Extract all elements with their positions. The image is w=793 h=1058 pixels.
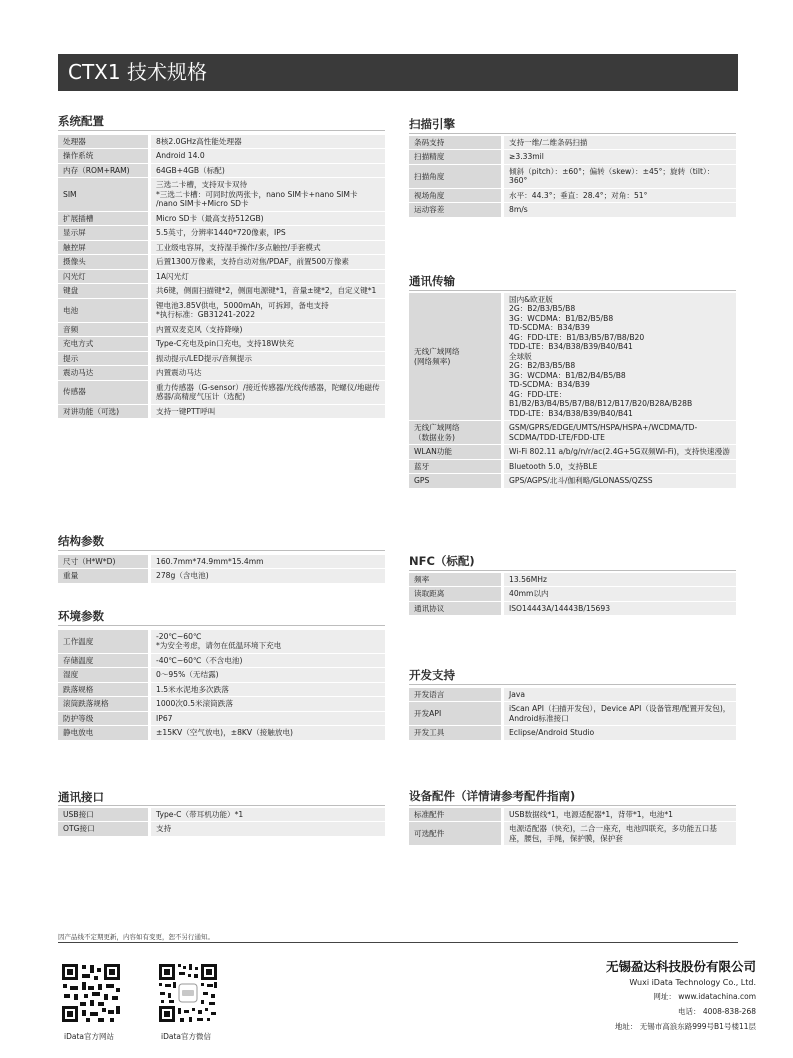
spec-key: 扫描角度	[409, 165, 504, 189]
spec-key: 开发工具	[409, 726, 504, 740]
spec-key: 显示屏	[58, 226, 151, 240]
company-website: 网址： www.idatachina.com	[653, 992, 756, 1001]
section-title-nfc: NFC（标配)	[409, 554, 475, 568]
footer-divider	[58, 942, 738, 943]
spec-key: 运动容差	[409, 203, 504, 217]
spec-key: 湿度	[58, 668, 151, 682]
system-spec-table	[58, 135, 385, 419]
section-title-accessories: 设备配件（详情请参考配件指南)	[409, 789, 576, 803]
section-divider	[409, 570, 736, 571]
spec-key: 处理器	[58, 135, 151, 149]
spec-row	[409, 474, 736, 488]
spec-value: Bluetooth 5.0，支持BLE	[504, 460, 736, 474]
spec-value: 64GB+4GB（标配)	[151, 164, 385, 178]
spec-value: Type-C充电及pin口充电，支持18W快充	[151, 337, 385, 351]
spec-key: 音频	[58, 323, 151, 337]
spec-row	[409, 808, 736, 822]
spec-key: 频率	[409, 573, 504, 587]
spec-row	[58, 668, 385, 682]
spec-value: Type-C（带耳机功能）*1	[151, 808, 385, 822]
section-divider	[58, 805, 385, 806]
section-divider	[58, 625, 385, 626]
spec-value: 共6键，侧面扫描键*2，侧面电源键*1，音量±键*2，自定义键*1	[151, 284, 385, 298]
spec-value: 160.7mm*74.9mm*15.4mm	[151, 555, 385, 569]
spec-row	[409, 189, 736, 203]
spec-value: 支持一键PTT呼叫	[151, 405, 385, 419]
spec-key: 静电放电	[58, 726, 151, 740]
section-divider	[58, 550, 385, 551]
spec-row	[409, 203, 736, 217]
environment-spec-table	[58, 630, 385, 741]
spec-value: 5.5英寸，分辨率1440*720像素，IPS	[151, 226, 385, 240]
spec-row	[58, 164, 385, 178]
spec-row	[58, 555, 385, 569]
qr-code-wechat-icon	[157, 962, 219, 1024]
spec-value: 国内&欧亚版 2G：B2/B3/B5/B8 3G：WCDMA：B1/B2/B5/B8 TD-SCDMA：B34/B39 4G：FDD-LTE：B1/B3/B5/B7/B8/B20 TDD-LTE：B34/B38/B39/B40/B41 全球版 2G：B2/B3/B5/B8 3G：WCDMA：B1/B2/B4/B5/B8 TD-SCDMA：B34/B39 4G：FDD-LTE： B1/B2/B3/B4/B5/B7/B8/B12/B17/B20/B28A/B28B TDD-LTE：B34/B38/B39/B40/B41	[504, 293, 736, 421]
spec-value: 0～95%（无结露)	[151, 668, 385, 682]
spec-value: ±15KV（空气放电)，±8KV（接触放电)	[151, 726, 385, 740]
company-phone: 电话： 4008-838-268	[677, 1007, 756, 1016]
qr-website-svg	[60, 962, 122, 1024]
spec-row	[58, 726, 385, 740]
company-address: 地址： 无锡市高浪东路999号B1号楼11层	[614, 1022, 756, 1031]
section-divider	[409, 684, 736, 685]
spec-row	[58, 822, 385, 836]
spec-row	[58, 381, 385, 405]
spec-value: 1.5米水泥地多次跌落	[151, 683, 385, 697]
spec-key: 工作温度	[58, 630, 151, 654]
qr-wechat-label: iData官方微信	[161, 1032, 211, 1041]
spec-value: 振动提示/LED提示/音频提示	[151, 352, 385, 366]
comm-spec-table	[409, 293, 736, 489]
spec-value: ≥3.33mil	[504, 150, 736, 164]
spec-value: GPS/AGPS/北斗/伽利略/GLONASS/QZSS	[504, 474, 736, 488]
scan-spec-table	[409, 136, 736, 218]
section-divider	[409, 805, 736, 806]
spec-key: 震动马达	[58, 366, 151, 380]
spec-row	[58, 352, 385, 366]
spec-value: 13.56MHz	[504, 573, 736, 587]
section-title-comm: 通讯传输	[409, 274, 455, 288]
spec-key: 摄像头	[58, 255, 151, 269]
spec-row	[58, 178, 385, 211]
spec-key: 视场角度	[409, 189, 504, 203]
spec-value: 工业级电容屏，支持湿手操作/多点触控/手套模式	[151, 241, 385, 255]
spec-value: 278g（含电池)	[151, 569, 385, 583]
spec-row	[58, 323, 385, 337]
page-title: CTX1 技术规格	[58, 54, 738, 91]
spec-row	[58, 299, 385, 323]
spec-key: 蓝牙	[409, 460, 504, 474]
spec-row	[58, 405, 385, 419]
spec-value: Android 14.0	[151, 149, 385, 163]
spec-key: SIM	[58, 178, 151, 211]
dev-spec-table	[409, 688, 736, 741]
spec-key: 提示	[58, 352, 151, 366]
spec-key: 键盘	[58, 284, 151, 298]
qr-code-website-icon	[60, 962, 122, 1024]
spec-key: 无线广域网络 (网络频率)	[409, 293, 504, 421]
spec-key: USB接口	[58, 808, 151, 822]
qr-wechat-svg	[157, 962, 219, 1024]
spec-row	[409, 587, 736, 601]
spec-value: 40mm以内	[504, 587, 736, 601]
spec-value: Eclipse/Android Studio	[504, 726, 736, 740]
spec-row	[58, 569, 385, 583]
disclaimer-note: 因产品线不定期更新，内容如有变更，恕不另行通知。	[58, 933, 214, 941]
spec-value: 1000次0.5米滚筒跌落	[151, 697, 385, 711]
spec-value: USB数据线*1，电源适配器*1，背带*1，电池*1	[504, 808, 736, 822]
qr-website-label: iData官方网站	[64, 1032, 114, 1041]
spec-row	[58, 808, 385, 822]
spec-row	[58, 135, 385, 149]
spec-value: 三选二卡槽，支持双卡双待 *三选二卡槽：可同时放两张卡，nano SIM卡+nano SIM卡 /nano SIM卡+Micro SD卡	[151, 178, 385, 211]
section-title-structure: 结构参数	[58, 534, 104, 548]
spec-key: 重量	[58, 569, 151, 583]
spec-value: 内置双麦克风（支持降噪)	[151, 323, 385, 337]
spec-key: 电池	[58, 299, 151, 323]
spec-key: 传感器	[58, 381, 151, 405]
spec-key: 对讲功能（可选)	[58, 405, 151, 419]
spec-key: 标准配件	[409, 808, 504, 822]
spec-row	[58, 270, 385, 284]
spec-key: 条码支持	[409, 136, 504, 150]
spec-key: 扫描精度	[409, 150, 504, 164]
spec-row	[58, 366, 385, 380]
section-divider	[58, 130, 385, 131]
spec-row	[409, 165, 736, 189]
spec-key: 触控屏	[58, 241, 151, 255]
spec-value: Java	[504, 688, 736, 702]
spec-value: 1A闪光灯	[151, 270, 385, 284]
spec-key: 通讯协议	[409, 602, 504, 616]
spec-key: OTG接口	[58, 822, 151, 836]
section-title-scan: 扫描引擎	[409, 117, 455, 131]
spec-key: 滚筒跌落规格	[58, 697, 151, 711]
spec-key: 开发语言	[409, 688, 504, 702]
spec-row	[409, 602, 736, 616]
spec-value: iScan API（扫描开发包），Device API（设备管理/配置开发包)，Android标准接口	[504, 702, 736, 726]
spec-row	[409, 421, 736, 445]
spec-row	[58, 712, 385, 726]
spec-row	[409, 150, 736, 164]
spec-row	[58, 212, 385, 226]
section-title-interface: 通讯接口	[58, 790, 104, 804]
spec-row	[58, 255, 385, 269]
section-title-dev: 开发支持	[409, 668, 455, 682]
company-name-en: Wuxi iData Technology Co., Ltd.	[629, 978, 756, 987]
spec-row	[409, 688, 736, 702]
spec-row	[58, 683, 385, 697]
spec-row	[409, 136, 736, 150]
spec-row	[409, 822, 736, 846]
spec-value: 内置震动马达	[151, 366, 385, 380]
spec-key: 闪光灯	[58, 270, 151, 284]
spec-key: 内存（ROM+RAM)	[58, 164, 151, 178]
spec-row	[409, 702, 736, 726]
spec-value: ISO14443A/14443B/15693	[504, 602, 736, 616]
spec-key: GPS	[409, 474, 504, 488]
spec-value: 8m/s	[504, 203, 736, 217]
spec-key: 读取距离	[409, 587, 504, 601]
spec-value: -20℃~60℃ *为安全考虑，请勿在低温环境下充电	[151, 630, 385, 654]
interface-spec-table	[58, 808, 385, 837]
spec-row	[409, 293, 736, 421]
spec-value: 锂电池3.85V供电，5000mAh，可拆卸，备电支持 *执行标准：GB31241-2022	[151, 299, 385, 323]
accessories-spec-table	[409, 808, 736, 846]
spec-row	[58, 149, 385, 163]
spec-value: Micro SD卡（最高支持512GB)	[151, 212, 385, 226]
spec-row	[409, 726, 736, 740]
spec-row	[58, 697, 385, 711]
spec-row	[58, 654, 385, 668]
spec-value: GSM/GPRS/EDGE/UMTS/HSPA/HSPA+/WCDMA/TD-SCDMA/TDD-LTE/FDD-LTE	[504, 421, 736, 445]
spec-value: 8核2.0GHz高性能处理器	[151, 135, 385, 149]
section-divider	[409, 133, 736, 134]
spec-value: 水平：44.3°；垂直：28.4°；对角：51°	[504, 189, 736, 203]
spec-value: 支持一维/二维条码扫描	[504, 136, 736, 150]
spec-key: WLAN功能	[409, 445, 504, 459]
spec-key: 防护等级	[58, 712, 151, 726]
structure-spec-table	[58, 555, 385, 584]
spec-key: 尺寸（H*W*D)	[58, 555, 151, 569]
company-name-cn: 无锡盈达科技股份有限公司	[605, 959, 756, 974]
spec-value: IP67	[151, 712, 385, 726]
section-title-environment: 环境参数	[58, 609, 104, 623]
spec-key: 开发API	[409, 702, 504, 726]
spec-value: Wi-Fi 802.11 a/b/g/n/r/ac(2.4G+5G双频Wi-Fi)，支持快速漫游	[504, 445, 736, 459]
spec-value: 电源适配器（快充)，二合一座充，电池四联充，多功能五口基座，腰包，手绳，保护膜，保护套	[504, 822, 736, 846]
nfc-spec-table	[409, 573, 736, 616]
spec-value: 支持	[151, 822, 385, 836]
spec-key: 操作系统	[58, 149, 151, 163]
spec-key: 可选配件	[409, 822, 504, 846]
spec-row	[409, 445, 736, 459]
spec-row	[58, 337, 385, 351]
spec-value: 后置1300万像素，支持自动对焦/PDAF，前置500万像素	[151, 255, 385, 269]
spec-key: 扩展插槽	[58, 212, 151, 226]
section-divider	[409, 290, 736, 291]
spec-row	[58, 284, 385, 298]
spec-row	[409, 460, 736, 474]
spec-row	[58, 241, 385, 255]
spec-key: 无线广域网络 （数据业务)	[409, 421, 504, 445]
section-title-system: 系统配置	[58, 114, 104, 128]
spec-value: 倾斜（pitch）：±60°；偏转（skew）：±45°；旋转（tilt）：360°	[504, 165, 736, 189]
spec-value: -40℃~60℃（不含电池)	[151, 654, 385, 668]
spec-row	[58, 226, 385, 240]
spec-key: 存储温度	[58, 654, 151, 668]
spec-value: 重力传感器（G-sensor）/接近传感器/光线传感器，陀螺仪/地磁传感器/高精度气压计（选配)	[151, 381, 385, 405]
spec-key: 充电方式	[58, 337, 151, 351]
spec-row	[58, 630, 385, 654]
spec-row	[409, 573, 736, 587]
spec-key: 跌落规格	[58, 683, 151, 697]
